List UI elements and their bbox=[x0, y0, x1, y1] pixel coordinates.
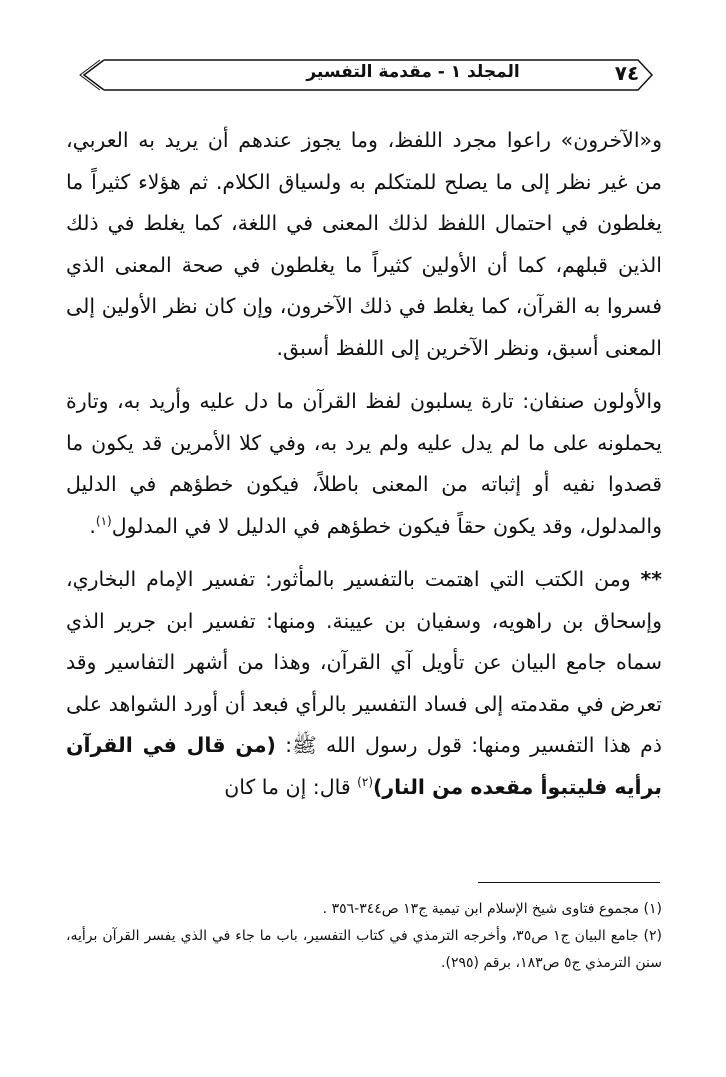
paragraph-2-end: . bbox=[89, 513, 96, 538]
paragraph-3-text: ومن الكتب التي اهتمت بالتفسير بالمأثور: تفسير الإمام البخاري، وإسحاق بن راهويه، وسفيان بن عيينة. ومنها: تفسير ابن جرير الذي سماه جامع البيان عن تأويل آي القرآن، وهذا من أشهر التفاسير وقد تعرض في مقدمته إلى فساد التفسير بالرأي فبعد أن أورد الشواهد على ذم هذا التفسير ومنها: قول رسول الله ﷺ: bbox=[66, 567, 663, 757]
paragraph-2-text: والأولون صنفان: تارة يسلبون لفظ القرآن ما دل عليه وأريد به، وتارة يحملونه على ما لم يدل عليه ولم يرد به، وفي كلا الأمرين قد يكون ما قصدوا نفيه أو إثباته من المعنى باطلاً، فيكون خطؤهم في الدليل والمدلول، وقد يكون حقاً فيكون خطؤهم في الدليل لا في المدلول bbox=[66, 389, 662, 538]
paragraph-1 bbox=[66, 120, 662, 369]
body-text bbox=[66, 120, 662, 808]
paragraph-2 bbox=[66, 381, 662, 547]
footnote-1-number: (١) bbox=[643, 901, 662, 917]
footnotes bbox=[66, 896, 662, 977]
footnote-1 bbox=[66, 896, 662, 923]
footnote-2 bbox=[66, 923, 662, 977]
section-marker: ** bbox=[640, 567, 662, 591]
footnote-2-text: جامع البيان ج١ ص٣٥، وأخرجه الترمذي في كتاب التفسير، باب ما جاء في الذي يفسر القرآن برأيه، سنن الترمذي ج٥ ص١٨٣، برقم (٢٩٥). bbox=[66, 928, 662, 971]
footnote-1-text: مجموع فتاوى شيخ الإسلام ابن تيمية ج١٣ ص٣٤٤-٣٥٦ . bbox=[322, 901, 640, 917]
paragraph-3 bbox=[66, 559, 662, 808]
page-number: ٧٤ bbox=[614, 61, 640, 85]
header-title: المجلد ١ - مقدمة التفسير bbox=[306, 62, 520, 82]
paragraph-1-text: و«الآخرون» راعوا مجرد اللفظ، وما يجوز عندهم أن يريد به العربي، من غير نظر إلى ما يصلح للمتكلم به ولسياق الكلام. ثم هؤلاء كثيراً ما يغلطون في احتمال اللفظ لذلك المعنى في اللغة، كما يغلط في ذلك الذين قبلهم، كما أن الأولين كثيراً ما يغلطون في صحة المعنى الذي فسروا به القرآن، كما يغلط في ذلك الآخرون، وإن كان نظر الأولين إلى المعنى أسبق، ونظر الآخرين إلى اللفظ أسبق. bbox=[66, 128, 662, 360]
paragraph-3-end: قال: إن ما كان bbox=[224, 774, 358, 799]
running-header bbox=[78, 58, 654, 92]
footnote-separator bbox=[478, 882, 660, 883]
footnote-ref-1: (١) bbox=[95, 513, 112, 528]
footnote-ref-2: (٢) bbox=[357, 774, 373, 789]
footnote-2-number: (٢) bbox=[643, 928, 662, 944]
hadith-quote: (من قال في القرآن برأيه فليتبوأ مقعده من النار) bbox=[66, 733, 662, 799]
